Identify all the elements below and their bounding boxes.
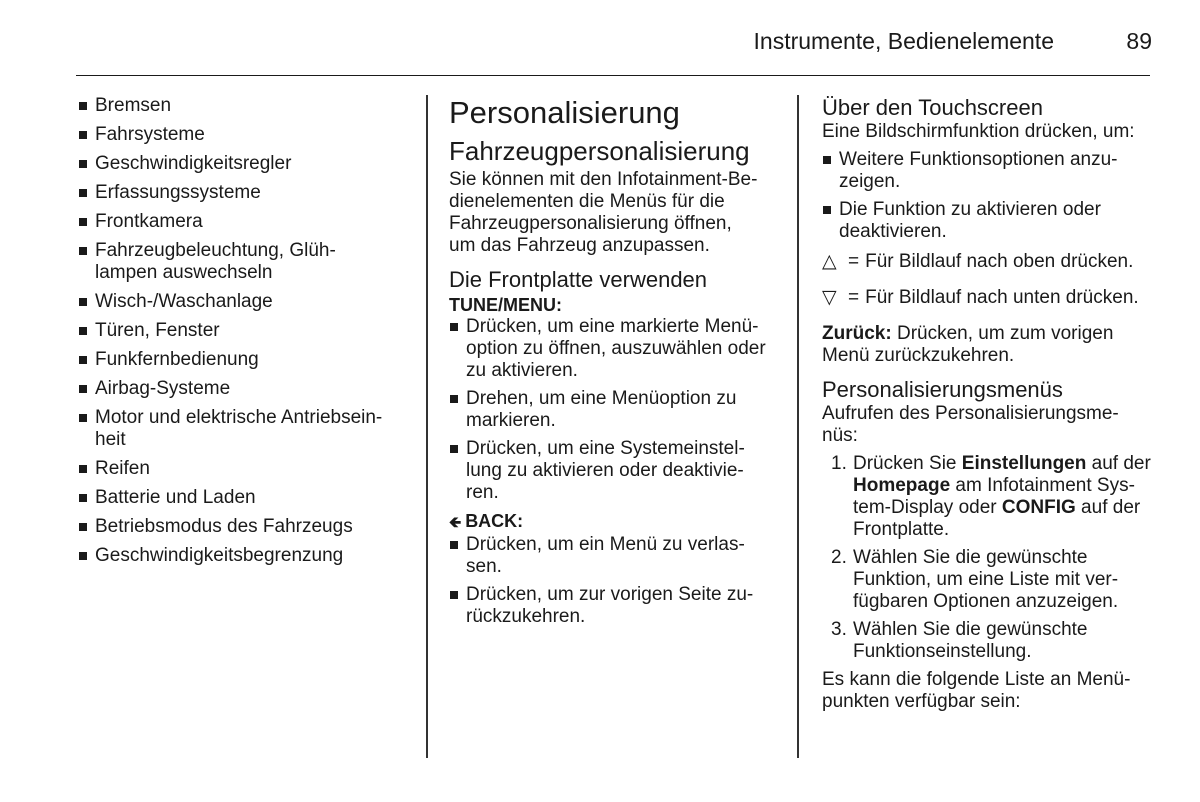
step-text: am Infotainment Sys- tem-Display oder [853, 475, 1135, 518]
scroll-up-text: Für Bildlauf nach oben drücken. [865, 251, 1134, 272]
list-item [449, 584, 789, 628]
triangle-up-icon: △ [822, 251, 837, 272]
list-item-text: Wisch-/Waschanlage [95, 291, 273, 312]
subsection-title: Fahrzeugpersonalisierung [449, 136, 750, 166]
back-label: BACK: [465, 511, 524, 531]
personalization-column [449, 95, 789, 634]
list-item [78, 545, 408, 567]
list-item [78, 349, 408, 371]
zurueck-paragraph [822, 323, 1156, 367]
list-item-text: Airbag-Systeme [95, 378, 231, 399]
tune-menu-label: TUNE/MENU: [449, 295, 562, 315]
list-item-text: Frontkamera [95, 211, 203, 232]
list-item [78, 124, 408, 146]
step-text: Wählen Sie die gewünschte Funktion, um eine Liste mit ver- fügbaren Optionen anzuzeigen. [853, 547, 1119, 612]
intro-paragraph: Sie können mit den Infotainment-Be- dienelementen die Menüs für die Fahrzeugpersonalisierung öffnen, um das Fahrzeug anzupassen. [449, 169, 758, 256]
menus-intro: Aufrufen des Personalisierungsme- nüs: [822, 403, 1119, 446]
back-label-row [449, 510, 789, 534]
step-number: 2. [831, 547, 847, 568]
list-item [449, 438, 789, 504]
back-list [449, 534, 789, 628]
list-item-text: Erfassungssysteme [95, 182, 261, 203]
list-item [78, 378, 408, 400]
zurueck-text: Drücken, um zum vorigen Menü zurückzukehren. [822, 323, 1114, 366]
list-item-text: Türen, Fenster [95, 320, 220, 341]
triangle-down-icon: ▽ [822, 287, 837, 308]
scroll-down-row [822, 287, 1156, 309]
list-item-text: Drücken, um eine markierte Menü- option zu öffnen, auszuwählen oder zu aktivieren. [466, 316, 766, 381]
section-title: Personalisierung [449, 95, 680, 130]
list-item-text: Weitere Funktionsoptionen anzu- zeigen. [839, 149, 1118, 192]
list-item [822, 199, 1156, 243]
menu-name: Einstellungen [961, 453, 1087, 474]
step-text: Drücken Sie [853, 453, 962, 474]
list-item [78, 320, 408, 342]
menu-name: Homepage [853, 475, 951, 496]
list-item [78, 407, 408, 451]
list-item-text: Geschwindigkeitsregler [95, 153, 292, 174]
list-item [78, 291, 408, 313]
touchscreen-heading: Über den Touchscreen [822, 95, 1043, 120]
list-item [78, 458, 408, 480]
header-title: Instrumente, Bedienelemente [753, 28, 1054, 54]
list-item-text: Fahrzeugbeleuchtung, Glüh- lampen auswechseln [95, 240, 336, 283]
list-item [822, 619, 1156, 663]
zurueck-label: Zurück: [822, 323, 892, 344]
list-item [78, 211, 408, 233]
touchscreen-intro: Eine Bildschirmfunktion drücken, um: [822, 121, 1135, 142]
list-item [78, 95, 408, 117]
column-divider [426, 95, 428, 758]
list-item [822, 547, 1156, 613]
list-item [822, 453, 1156, 541]
outro-paragraph: Es kann die folgende Liste an Menü- punkten verfügbar sein: [822, 669, 1131, 712]
list-item-text: Die Funktion zu aktivieren oder deaktivieren. [839, 199, 1101, 242]
touchscreen-list [822, 149, 1156, 243]
topic-list-column [78, 95, 408, 574]
list-item [449, 388, 789, 432]
column-divider [797, 95, 799, 758]
list-item [822, 149, 1156, 193]
steps-list [822, 453, 1156, 663]
list-item-text: Geschwindigkeitsbegrenzung [95, 545, 344, 566]
tune-menu-list [449, 316, 789, 504]
step-text: Wählen Sie die gewünschte Funktionseinstellung. [853, 619, 1088, 662]
step-text: auf der [1091, 453, 1151, 474]
topic-list [78, 95, 408, 567]
list-item-text: Drücken, um zur vorigen Seite zu- rückzukehren. [466, 584, 754, 627]
frontplate-heading: Die Frontplatte verwenden [449, 267, 708, 292]
list-item-text: Drehen, um eine Menüoption zu markieren. [466, 388, 737, 431]
list-item [78, 516, 408, 538]
list-item-text: Funkfernbedienung [95, 349, 259, 370]
header-rule [76, 75, 1150, 76]
step-text: auf der Frontplatte. [853, 497, 1141, 540]
list-item-text: Drücken, um eine Systemeinstel- lung zu aktivieren oder deaktivie- ren. [466, 438, 745, 503]
page-number: 89 [1126, 28, 1152, 54]
list-item [78, 153, 408, 175]
list-item [449, 534, 789, 578]
list-item [449, 316, 789, 382]
step-number: 1. [831, 453, 847, 474]
step-number: 3. [831, 619, 847, 640]
back-arrow-icon: 🡸 [449, 514, 462, 531]
list-item [78, 240, 408, 284]
equals-sign: = [848, 287, 860, 308]
list-item-text: Reifen [95, 458, 150, 479]
list-item-text: Motor und elektrische Antriebsein- heit [95, 407, 383, 450]
personalization-menus-heading: Personalisierungsmenüs [822, 377, 1063, 402]
list-item [78, 182, 408, 204]
equals-sign: = [848, 251, 860, 272]
list-item-text: Bremsen [95, 95, 172, 116]
list-item-text: Drücken, um ein Menü zu verlas- sen. [466, 534, 745, 577]
list-item-text: Betriebsmodus des Fahrzeugs [95, 516, 353, 537]
button-name: CONFIG [1001, 497, 1076, 518]
touchscreen-column [822, 95, 1156, 713]
list-item-text: Batterie und Laden [95, 487, 256, 508]
list-item-text: Fahrsysteme [95, 124, 205, 145]
list-item [78, 487, 408, 509]
scroll-up-row [822, 251, 1156, 273]
scroll-down-text: Für Bildlauf nach unten drücken. [865, 287, 1139, 308]
